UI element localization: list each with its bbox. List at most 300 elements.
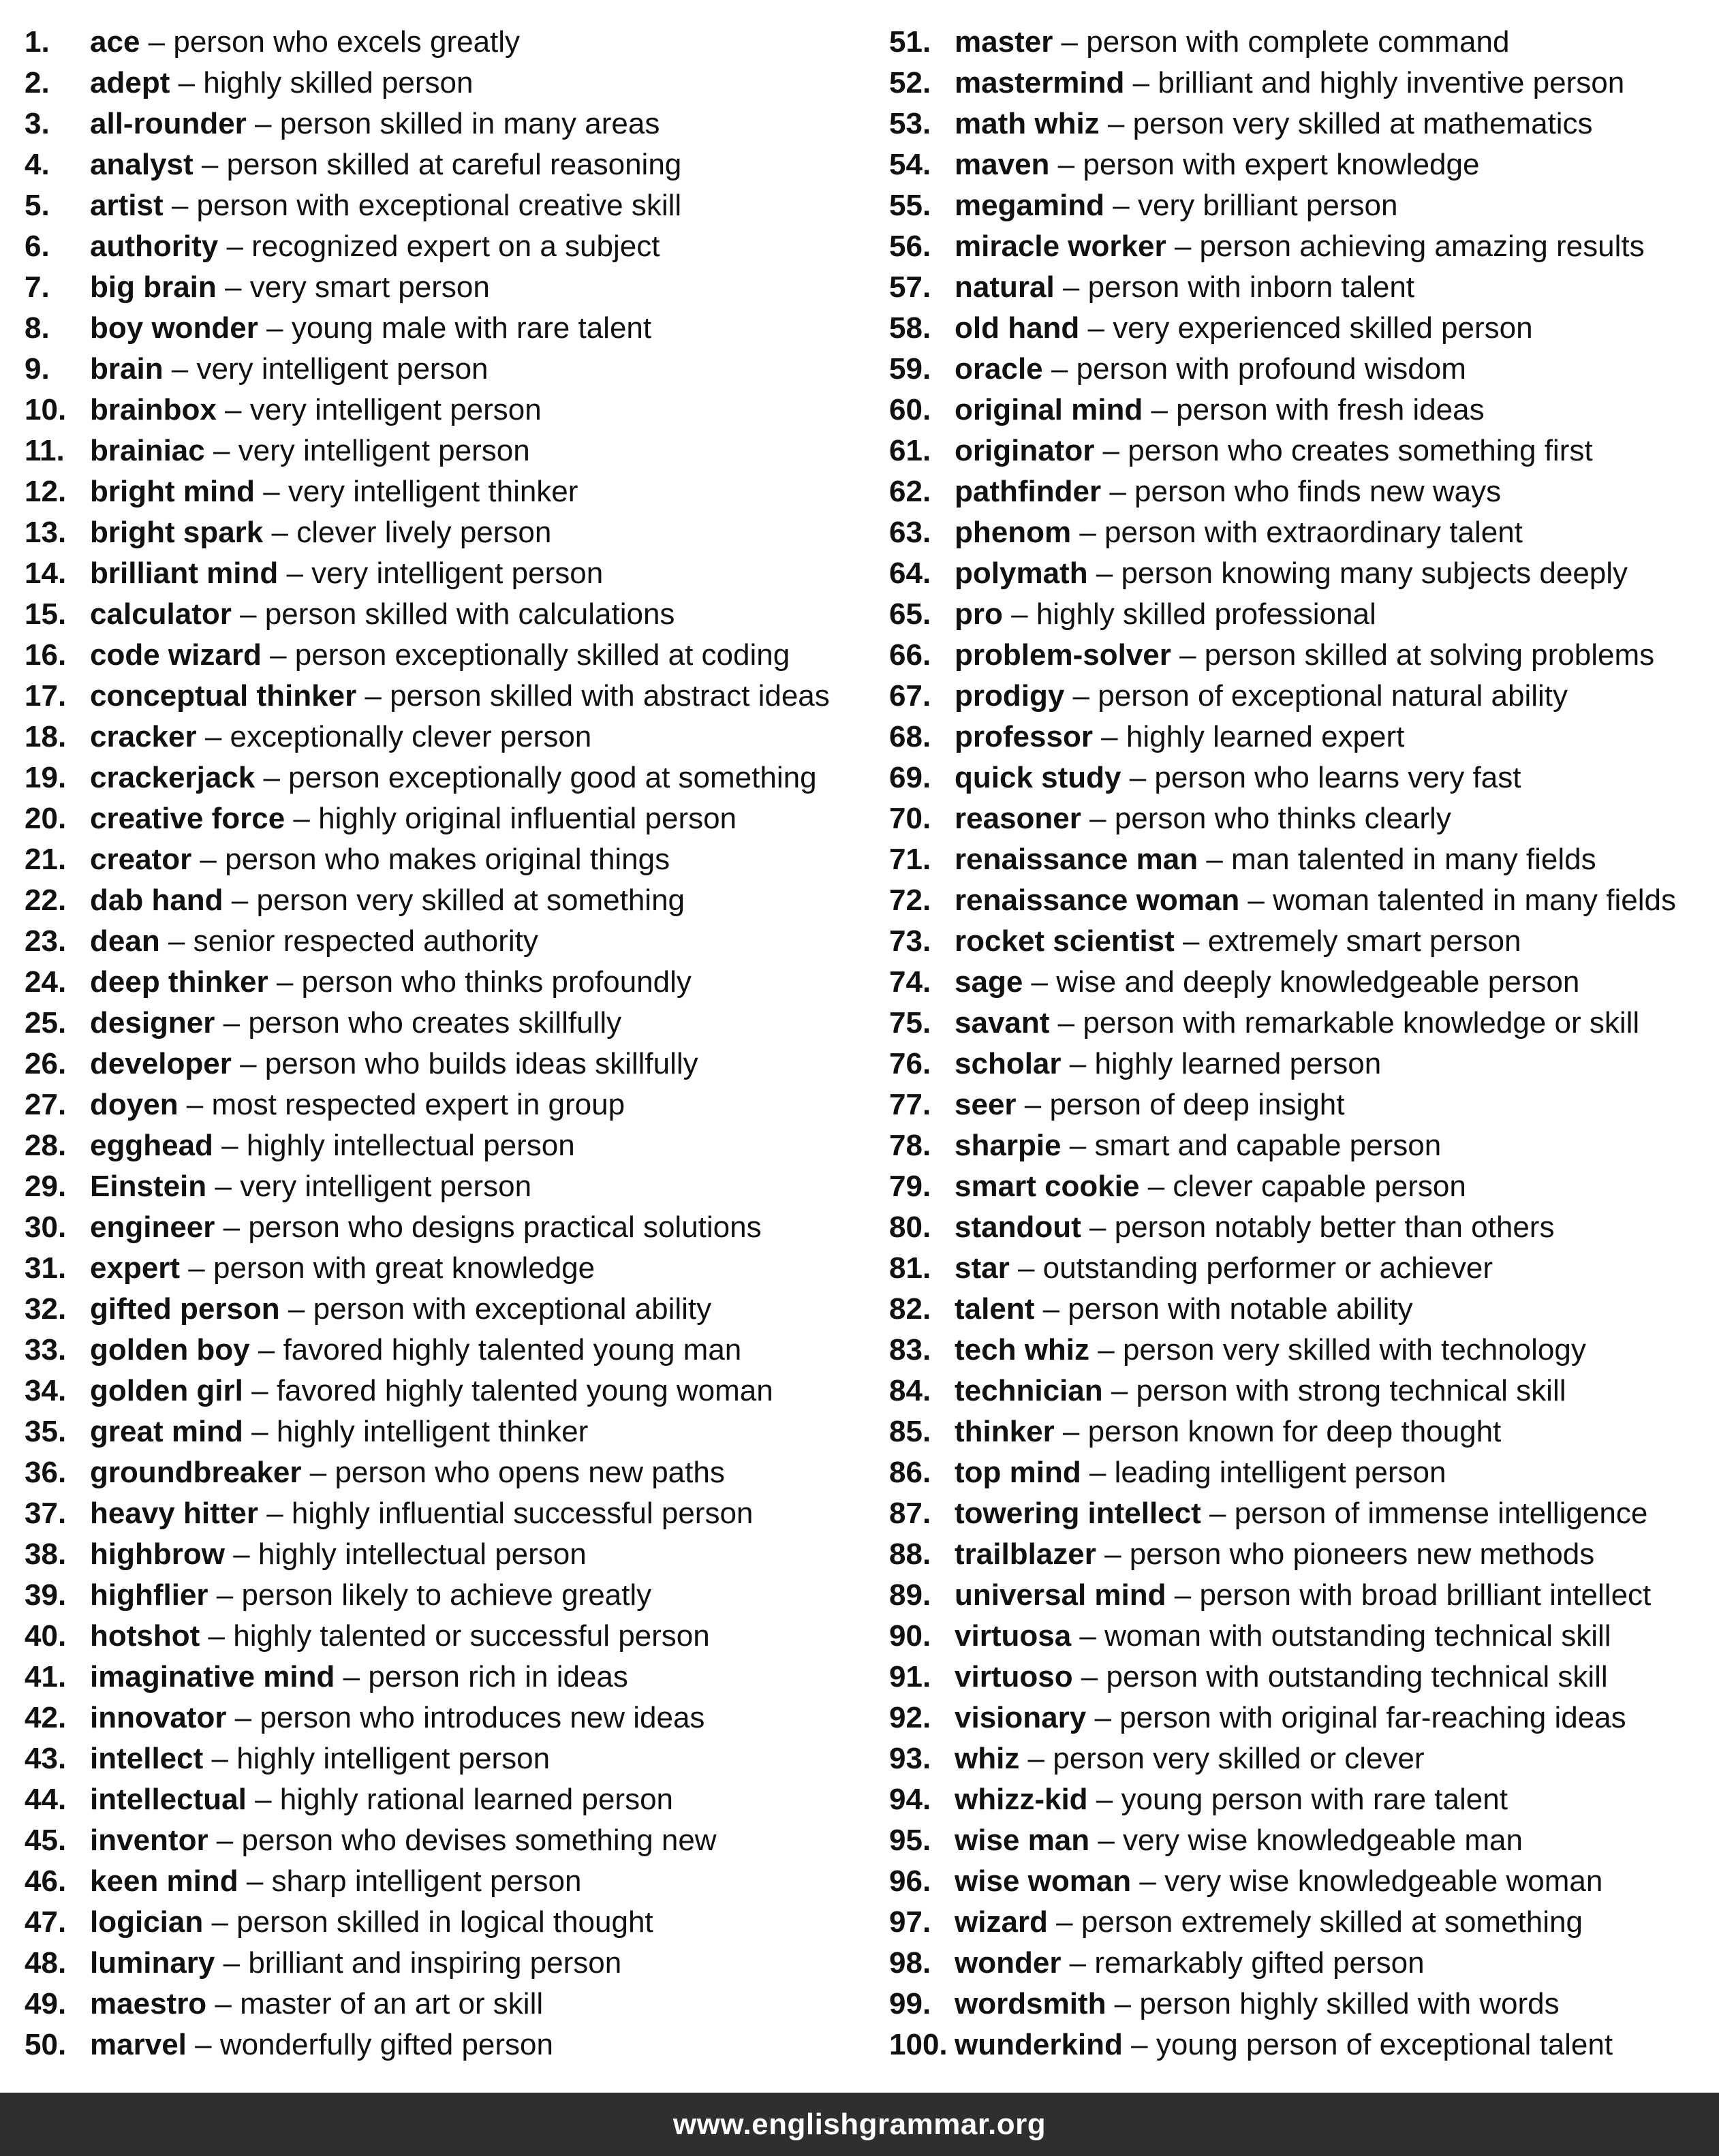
- list-item: [25, 676, 856, 717]
- item-number: 51.: [889, 25, 931, 59]
- item-text: [955, 104, 1593, 144]
- item-number: 6.: [25, 230, 50, 263]
- item-separator: –: [1087, 1783, 1121, 1816]
- item-definition: highly rational learned person: [279, 1783, 674, 1816]
- item-word: adept: [90, 66, 170, 99]
- list-item: [25, 1616, 856, 1657]
- list-item: [25, 757, 856, 798]
- list-item: [25, 431, 856, 471]
- item-separator: –: [1089, 1333, 1123, 1366]
- list-item: [889, 1861, 1717, 1902]
- list-item: [25, 1125, 856, 1166]
- item-word: boy wonder: [90, 311, 258, 345]
- list-item: [889, 1779, 1717, 1820]
- item-number: 87.: [889, 1497, 931, 1530]
- item-separator: –: [1019, 1742, 1053, 1775]
- item-definition: clever lively person: [296, 516, 552, 549]
- item-number: 14.: [25, 557, 67, 590]
- item-text: [90, 1575, 651, 1616]
- item-text: [90, 63, 474, 104]
- list-item: [25, 2025, 856, 2065]
- list-item: [25, 880, 856, 921]
- item-separator: –: [246, 1783, 280, 1816]
- item-text: [955, 962, 1579, 1003]
- item-separator: –: [208, 1578, 242, 1612]
- item-word: dab hand: [90, 884, 223, 917]
- item-separator: –: [278, 557, 312, 590]
- item-word: conceptual thinker: [90, 679, 357, 713]
- item-definition: highly intellectual person: [258, 1537, 587, 1571]
- list-item: [25, 1044, 856, 1084]
- item-word: savant: [955, 1006, 1050, 1040]
- item-number: 59.: [889, 352, 931, 386]
- item-word: master: [955, 25, 1053, 59]
- item-text: [90, 798, 737, 839]
- item-separator: –: [206, 1987, 241, 2020]
- item-word: intellectual: [90, 1783, 247, 1816]
- item-word: golden boy: [90, 1333, 250, 1366]
- item-separator: –: [1054, 1415, 1088, 1448]
- item-word: designer: [90, 1006, 215, 1040]
- item-text: [955, 1820, 1523, 1861]
- item-number: 85.: [889, 1415, 931, 1448]
- item-number: 2.: [25, 66, 50, 99]
- item-definition: person skilled in many areas: [279, 107, 660, 140]
- item-word: prodigy: [955, 679, 1065, 713]
- item-number: 60.: [889, 393, 931, 426]
- item-text: [90, 308, 651, 349]
- item-number: 53.: [889, 107, 931, 140]
- item-word: originator: [955, 434, 1095, 467]
- item-separator: –: [1131, 1864, 1165, 1898]
- item-number: 76.: [889, 1047, 931, 1080]
- item-separator: –: [213, 1129, 247, 1162]
- item-text: [90, 104, 660, 144]
- item-definition: remarkably gifted person: [1094, 1946, 1425, 1980]
- item-text: [90, 1738, 550, 1779]
- item-text: [955, 1738, 1425, 1779]
- item-separator: –: [1092, 720, 1126, 753]
- item-number: 94.: [889, 1783, 931, 1816]
- item-number: 44.: [25, 1783, 67, 1816]
- item-separator: –: [186, 2028, 220, 2061]
- item-number: 22.: [25, 884, 67, 917]
- item-definition: young person with rare talent: [1121, 1783, 1508, 1816]
- item-word: virtuosa: [955, 1619, 1072, 1653]
- item-separator: –: [1166, 1578, 1200, 1612]
- item-separator: –: [255, 761, 289, 794]
- item-number: 84.: [889, 1374, 931, 1407]
- item-separator: –: [1121, 761, 1155, 794]
- item-definition: person who excels greatly: [173, 25, 521, 59]
- item-word: problem-solver: [955, 638, 1171, 672]
- item-text: [955, 390, 1485, 431]
- item-number: 1.: [25, 25, 50, 59]
- item-definition: person with remarkable knowledge or skill: [1083, 1006, 1640, 1040]
- item-text: [955, 267, 1414, 308]
- item-number: 40.: [25, 1619, 67, 1653]
- item-text: [955, 1207, 1554, 1248]
- item-text: [955, 594, 1376, 635]
- item-definition: person who creates skillfully: [248, 1006, 622, 1040]
- item-word: big brain: [90, 270, 217, 304]
- item-definition: very intelligent person: [238, 434, 530, 467]
- item-separator: –: [1089, 1824, 1124, 1857]
- item-number: 42.: [25, 1701, 67, 1734]
- item-definition: person who creates something first: [1128, 434, 1593, 467]
- item-word: thinker: [955, 1415, 1055, 1448]
- item-separator: –: [249, 1333, 283, 1366]
- item-text: [90, 1984, 543, 2025]
- list-item: [889, 1616, 1717, 1657]
- item-number: 18.: [25, 720, 67, 753]
- item-number: 23.: [25, 924, 67, 958]
- item-separator: –: [203, 1905, 237, 1939]
- item-number: 78.: [889, 1129, 931, 1162]
- item-number: 35.: [25, 1415, 67, 1448]
- item-word: wunderkind: [955, 2028, 1123, 2061]
- list-item: [25, 63, 856, 104]
- item-word: top mind: [955, 1456, 1081, 1489]
- list-item: [25, 1575, 856, 1616]
- item-number: 16.: [25, 638, 67, 672]
- list-item: [889, 349, 1717, 390]
- item-separator: –: [1139, 1170, 1173, 1203]
- item-separator: –: [243, 1374, 277, 1407]
- item-word: marvel: [90, 2028, 187, 2061]
- list-item: [889, 1452, 1717, 1493]
- item-number: 75.: [889, 1006, 931, 1040]
- item-separator: –: [231, 1047, 265, 1080]
- item-number: 50.: [25, 2028, 67, 2061]
- item-separator: –: [258, 311, 292, 345]
- item-definition: person skilled at careful reasoning: [226, 148, 682, 181]
- item-definition: highly intelligent person: [236, 1742, 551, 1775]
- item-word: mastermind: [955, 66, 1125, 99]
- item-text: [90, 1698, 704, 1738]
- item-separator: –: [215, 1210, 249, 1244]
- list-item: [889, 1820, 1717, 1861]
- item-number: 77.: [889, 1088, 931, 1121]
- item-separator: –: [263, 516, 297, 549]
- item-separator: –: [1042, 352, 1077, 386]
- item-text: [955, 308, 1533, 349]
- item-text: [955, 1003, 1639, 1044]
- item-number: 48.: [25, 1946, 67, 1980]
- item-text: [90, 471, 578, 512]
- item-word: creative force: [90, 802, 285, 835]
- item-number: 67.: [889, 679, 931, 713]
- item-text: [90, 962, 692, 1003]
- item-definition: person with complete command: [1086, 25, 1510, 59]
- item-word: virtuoso: [955, 1660, 1073, 1693]
- item-definition: person with exceptional ability: [313, 1292, 712, 1326]
- list-item: [25, 1902, 856, 1943]
- item-word: engineer: [90, 1210, 215, 1244]
- item-definition: person with exceptional creative skill: [196, 189, 682, 222]
- item-number: 7.: [25, 270, 50, 304]
- item-separator: –: [218, 230, 252, 263]
- item-definition: highly intelligent thinker: [276, 1415, 589, 1448]
- item-text: [955, 144, 1479, 185]
- item-word: renaissance woman: [955, 884, 1240, 917]
- item-definition: outstanding performer or achiever: [1042, 1251, 1493, 1285]
- item-separator: –: [223, 884, 257, 917]
- list-item: [889, 431, 1717, 471]
- item-number: 63.: [889, 516, 931, 549]
- list-item: [889, 185, 1717, 226]
- item-separator: –: [1016, 1088, 1050, 1121]
- item-text: [90, 1371, 773, 1411]
- website-url[interactable]: www.englishgrammar.org: [672, 2107, 1047, 2141]
- item-separator: –: [1087, 557, 1121, 590]
- item-text: [955, 349, 1466, 390]
- item-text: [90, 1779, 673, 1820]
- list-item: [25, 22, 856, 63]
- list-item: [889, 2025, 1717, 2065]
- item-text: [955, 921, 1521, 962]
- item-word: quick study: [955, 761, 1121, 794]
- item-number: 91.: [889, 1660, 931, 1693]
- list-item: [25, 798, 856, 839]
- item-word: keen mind: [90, 1864, 238, 1898]
- item-separator: –: [170, 66, 204, 99]
- item-word: miracle worker: [955, 230, 1166, 263]
- item-text: [90, 1616, 710, 1657]
- item-text: [955, 1411, 1501, 1452]
- item-text: [955, 1371, 1566, 1411]
- item-definition: young person of exceptional talent: [1156, 2028, 1613, 2061]
- item-definition: person who opens new paths: [335, 1456, 725, 1489]
- item-definition: person very skilled at something: [256, 884, 685, 917]
- item-definition: person knowing many subjects deeply: [1121, 557, 1628, 590]
- item-number: 86.: [889, 1456, 931, 1489]
- item-text: [90, 1902, 653, 1943]
- item-word: visionary: [955, 1701, 1087, 1734]
- item-text: [90, 185, 681, 226]
- item-number: 20.: [25, 802, 67, 835]
- list-item: [25, 1330, 856, 1371]
- list-item: [889, 1738, 1717, 1779]
- list-item: [25, 1534, 856, 1575]
- item-definition: person achieving amazing results: [1199, 230, 1645, 263]
- item-number: 57.: [889, 270, 931, 304]
- list-item: [25, 185, 856, 226]
- item-definition: person who learns very fast: [1154, 761, 1521, 794]
- item-number: 80.: [889, 1210, 931, 1244]
- item-text: [90, 1411, 588, 1452]
- item-definition: very intelligent person: [311, 557, 604, 590]
- item-text: [955, 1657, 1608, 1698]
- item-definition: person skilled with abstract ideas: [390, 679, 830, 713]
- item-number: 11.: [25, 434, 65, 467]
- list-item: [25, 1861, 856, 1902]
- item-number: 33.: [25, 1333, 67, 1366]
- list-item: [889, 839, 1717, 880]
- item-text: [90, 1248, 595, 1289]
- list-item: [25, 308, 856, 349]
- item-separator: –: [1034, 1292, 1068, 1326]
- item-word: standout: [955, 1210, 1081, 1244]
- list-item: [25, 390, 856, 431]
- item-word: brainiac: [90, 434, 205, 467]
- item-definition: very intelligent thinker: [288, 475, 578, 508]
- item-word: pathfinder: [955, 475, 1102, 508]
- item-text: [955, 1044, 1381, 1084]
- item-number: 45.: [25, 1824, 67, 1857]
- item-definition: person who makes original things: [225, 843, 670, 876]
- item-number: 93.: [889, 1742, 931, 1775]
- item-number: 21.: [25, 843, 67, 876]
- item-text: [90, 1044, 698, 1084]
- item-number: 70.: [889, 802, 931, 835]
- item-definition: very wise knowledgeable man: [1123, 1824, 1523, 1857]
- item-text: [955, 1902, 1583, 1943]
- list-item: [889, 1943, 1717, 1984]
- item-number: 68.: [889, 720, 931, 753]
- list-item: [889, 1166, 1717, 1207]
- item-text: [955, 1125, 1441, 1166]
- item-definition: person who finds new ways: [1134, 475, 1502, 508]
- item-number: 49.: [25, 1987, 67, 2020]
- list-item: [25, 1371, 856, 1411]
- item-word: intellect: [90, 1742, 204, 1775]
- list-item: [889, 1289, 1717, 1330]
- item-number: 34.: [25, 1374, 67, 1407]
- item-separator: –: [243, 1415, 277, 1448]
- item-separator: –: [215, 1006, 249, 1040]
- item-definition: person who pioneers new methods: [1129, 1537, 1595, 1571]
- list-item: [25, 1289, 856, 1330]
- item-definition: person highly skilled with words: [1139, 1987, 1560, 2020]
- item-word: towering intellect: [955, 1497, 1201, 1530]
- item-definition: sharp intelligent person: [271, 1864, 582, 1898]
- list-item: [889, 144, 1717, 185]
- item-text: [90, 1534, 587, 1575]
- item-separator: –: [1174, 924, 1208, 958]
- item-number: 15.: [25, 597, 67, 631]
- item-definition: person skilled in logical thought: [236, 1905, 653, 1939]
- item-separator: –: [216, 270, 250, 304]
- list-item: [889, 1657, 1717, 1698]
- item-separator: –: [1061, 1946, 1095, 1980]
- item-word: dean: [90, 924, 160, 958]
- item-definition: highly intellectual person: [246, 1129, 575, 1162]
- item-number: 82.: [889, 1292, 931, 1326]
- item-separator: –: [1124, 66, 1158, 99]
- item-definition: highly learned expert: [1126, 720, 1405, 753]
- list-item: [889, 1698, 1717, 1738]
- item-text: [90, 1207, 762, 1248]
- list-item: [25, 839, 856, 880]
- item-text: [90, 1861, 582, 1902]
- list-item: [25, 1248, 856, 1289]
- item-number: 38.: [25, 1537, 67, 1571]
- item-text: [955, 1330, 1586, 1371]
- list-item: [25, 1003, 856, 1044]
- list-item: [889, 676, 1717, 717]
- item-separator: –: [335, 1660, 369, 1693]
- list-item: [889, 22, 1717, 63]
- item-definition: woman with outstanding technical skill: [1104, 1619, 1611, 1653]
- list-item: [25, 471, 856, 512]
- item-definition: person of exceptional natural ability: [1098, 679, 1568, 713]
- item-number: 61.: [889, 434, 931, 467]
- item-word: megamind: [955, 189, 1105, 222]
- list-item: [889, 63, 1717, 104]
- item-text: [90, 1657, 628, 1698]
- list-item: [889, 1207, 1717, 1248]
- item-separator: –: [246, 107, 280, 140]
- item-word: original mind: [955, 393, 1143, 426]
- item-text: [955, 1943, 1425, 1984]
- item-text: [90, 1452, 725, 1493]
- list-item: [889, 1411, 1717, 1452]
- list-item: [889, 104, 1717, 144]
- item-number: 81.: [889, 1251, 931, 1285]
- list-item: [889, 267, 1717, 308]
- list-item: [25, 1493, 856, 1534]
- item-number: 41.: [25, 1660, 67, 1693]
- item-number: 31.: [25, 1251, 67, 1285]
- item-text: [90, 1003, 621, 1044]
- item-definition: person very skilled or clever: [1053, 1742, 1425, 1775]
- item-definition: person who builds ideas skillfully: [264, 1047, 698, 1080]
- list-item: [25, 1820, 856, 1861]
- item-definition: brilliant and highly inventive person: [1158, 66, 1625, 99]
- item-definition: very intelligent person: [240, 1170, 532, 1203]
- item-word: Einstein: [90, 1170, 207, 1203]
- item-word: whiz: [955, 1742, 1020, 1775]
- item-separator: –: [1143, 393, 1177, 426]
- list-item: [25, 512, 856, 553]
- item-text: [955, 1575, 1651, 1616]
- item-text: [955, 63, 1624, 104]
- item-number: 13.: [25, 516, 67, 549]
- item-word: golden girl: [90, 1374, 243, 1407]
- item-word: maven: [955, 148, 1050, 181]
- item-word: ace: [90, 25, 140, 59]
- item-definition: person known for deep thought: [1087, 1415, 1502, 1448]
- item-number: 89.: [889, 1578, 931, 1612]
- item-number: 71.: [889, 843, 931, 876]
- item-number: 32.: [25, 1292, 67, 1326]
- list-item: [889, 471, 1717, 512]
- item-separator: –: [1071, 516, 1105, 549]
- item-word: scholar: [955, 1047, 1062, 1080]
- item-word: egghead: [90, 1129, 213, 1162]
- list-item: [25, 144, 856, 185]
- item-definition: person skilled with calculations: [264, 597, 675, 631]
- item-separator: –: [254, 475, 288, 508]
- item-separator: –: [356, 679, 390, 713]
- item-number: 56.: [889, 230, 931, 263]
- item-text: [955, 226, 1645, 267]
- item-word: all-rounder: [90, 107, 247, 140]
- item-text: [90, 512, 551, 553]
- item-text: [955, 1084, 1344, 1125]
- item-word: groundbreaker: [90, 1456, 302, 1489]
- list-item: [25, 1943, 856, 1984]
- list-item: [889, 635, 1717, 676]
- item-word: highflier: [90, 1578, 208, 1612]
- list-item: [25, 1084, 856, 1125]
- item-definition: person with notable ability: [1068, 1292, 1413, 1326]
- item-word: phenom: [955, 516, 1072, 549]
- item-number: 79.: [889, 1170, 931, 1203]
- list-item: [889, 1984, 1717, 2025]
- item-word: artist: [90, 189, 164, 222]
